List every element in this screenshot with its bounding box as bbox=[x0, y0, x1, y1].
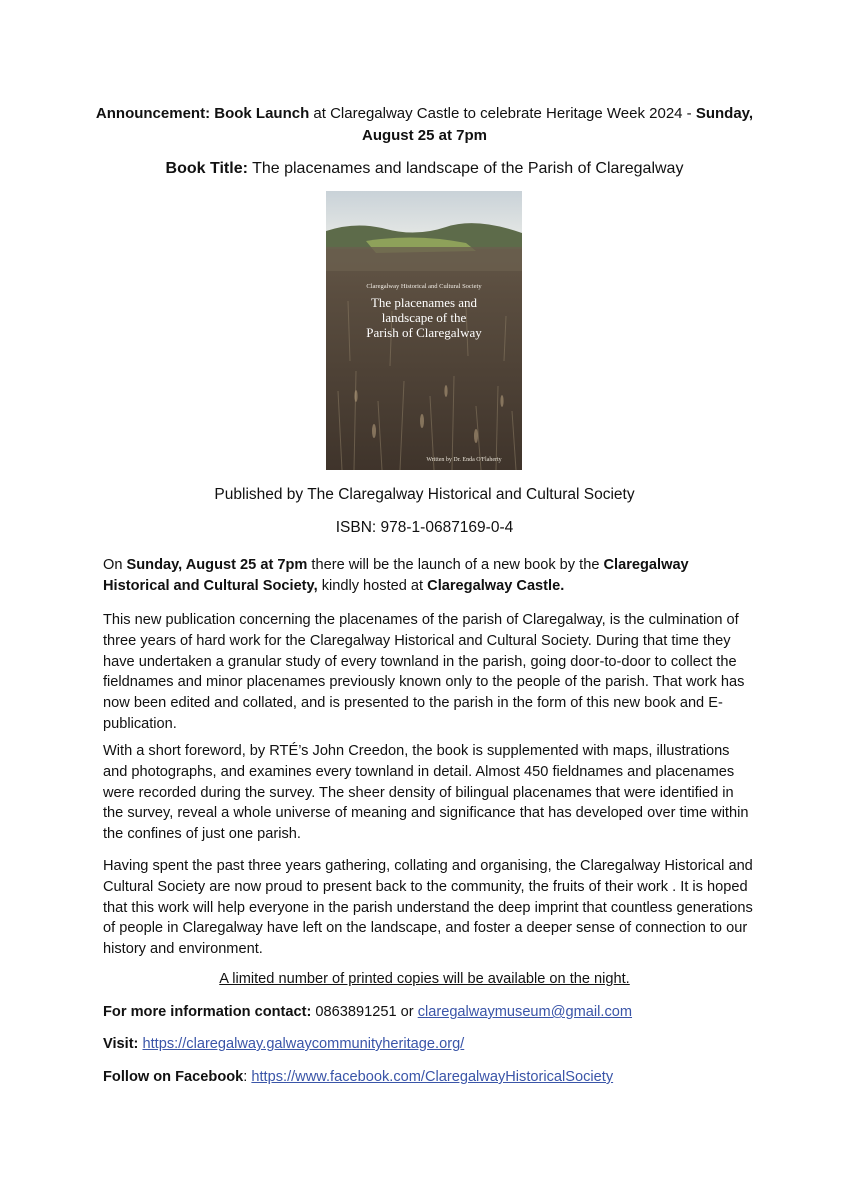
cover-title-line-1: The placenames and bbox=[370, 295, 478, 310]
announcement bbox=[90, 103, 759, 147]
cover-title-line-3: Parish of Claregalway bbox=[366, 325, 482, 340]
announcement-date: Sunday, August 25 at 7pm bbox=[361, 105, 754, 144]
facebook-colon: : bbox=[243, 1069, 252, 1085]
intro-text-3: kindly hosted at bbox=[317, 577, 428, 594]
intro-society: Claregalway Historical and Cultural Society, bbox=[103, 557, 689, 594]
book-cover-image bbox=[326, 191, 522, 470]
contact-email-link[interactable]: claregalwaymuseum@gmail.com bbox=[417, 1004, 633, 1020]
intro-date: Sunday, August 25 at 7pm bbox=[126, 557, 308, 573]
book-title: The placenames and landscape of the Parish of Claregalway bbox=[247, 160, 684, 177]
paragraph-publication: This new publication concerning the placenames of the parish of Claregalway, is the culmination of three years of hard work for the Claregalway Historical and Cultural Society. During that time they have undertaken a granular study of every townland in the parish, going door-to-door to collect the fieldnames and minor placenames previously known only to the people of the parish. That work has now been edited and collated, and is presented to the parish in the form of this new book and E-publication. bbox=[103, 612, 745, 732]
cover-author: Written by Dr. Enda O'Flaherty bbox=[426, 457, 502, 463]
facebook-label: Follow on Facebook bbox=[103, 1069, 244, 1085]
limited-copies-note: A limited number of printed copies will be available on the night. bbox=[219, 971, 630, 987]
book-title-label: Book Title: bbox=[165, 160, 248, 177]
isbn: ISBN: 978-1-0687169-0-4 bbox=[335, 519, 514, 536]
announcement-label: Announcement: Book Launch bbox=[95, 105, 310, 122]
contact-phone: 0863891251 or bbox=[311, 1004, 418, 1020]
paragraph-community: Having spent the past three years gathering, collating and organising, the Claregalway Historical and Cultural Society are now proud to present back to the community, the fruits of their work . It is hoped that this work will help everyone in the parish understand the deep imprint that countless generations of people in Claregalway have left on the landscape, and foster a deeper sense of connection to our history and environment. bbox=[103, 858, 753, 958]
cover-title-line-2: landscape of the bbox=[381, 310, 467, 325]
paragraph-foreword: With a short foreword, by RTÉ’s John Creedon, the book is supplemented with maps, illustrations and photographs, and examines every townland in detail. Almost 450 fieldnames and placenames were recorded during the survey. The sheer density of bilingual placenames that were identified in the survey, reveal a whole universe of meaning and significance that has developed over time within the confines of just one parish. bbox=[103, 743, 749, 843]
visit-website-link[interactable]: https://claregalway.galwaycommunityheritage.org/ bbox=[142, 1036, 465, 1052]
cover-society: Claregalway Historical and Cultural Society bbox=[366, 283, 482, 290]
intro-text-2: there will be the launch of a new book by the bbox=[307, 557, 604, 573]
visit-line bbox=[103, 1034, 783, 1055]
visit-label: Visit: bbox=[103, 1036, 139, 1052]
intro-venue: Claregalway Castle. bbox=[427, 577, 565, 594]
book-title-line bbox=[60, 158, 789, 180]
facebook-link[interactable]: https://www.facebook.com/ClaregalwayHistoricalSociety bbox=[251, 1069, 614, 1085]
announcement-text: at Claregalway Castle to celebrate Heritage Week 2024 - bbox=[309, 105, 696, 122]
contact-line bbox=[103, 1002, 783, 1023]
contact-label: For more information contact: bbox=[103, 1004, 312, 1020]
publisher: Published by The Claregalway Historical and Cultural Society bbox=[214, 486, 635, 503]
intro-text-1: On bbox=[103, 557, 127, 573]
facebook-line bbox=[103, 1067, 783, 1088]
intro-paragraph bbox=[103, 555, 753, 597]
